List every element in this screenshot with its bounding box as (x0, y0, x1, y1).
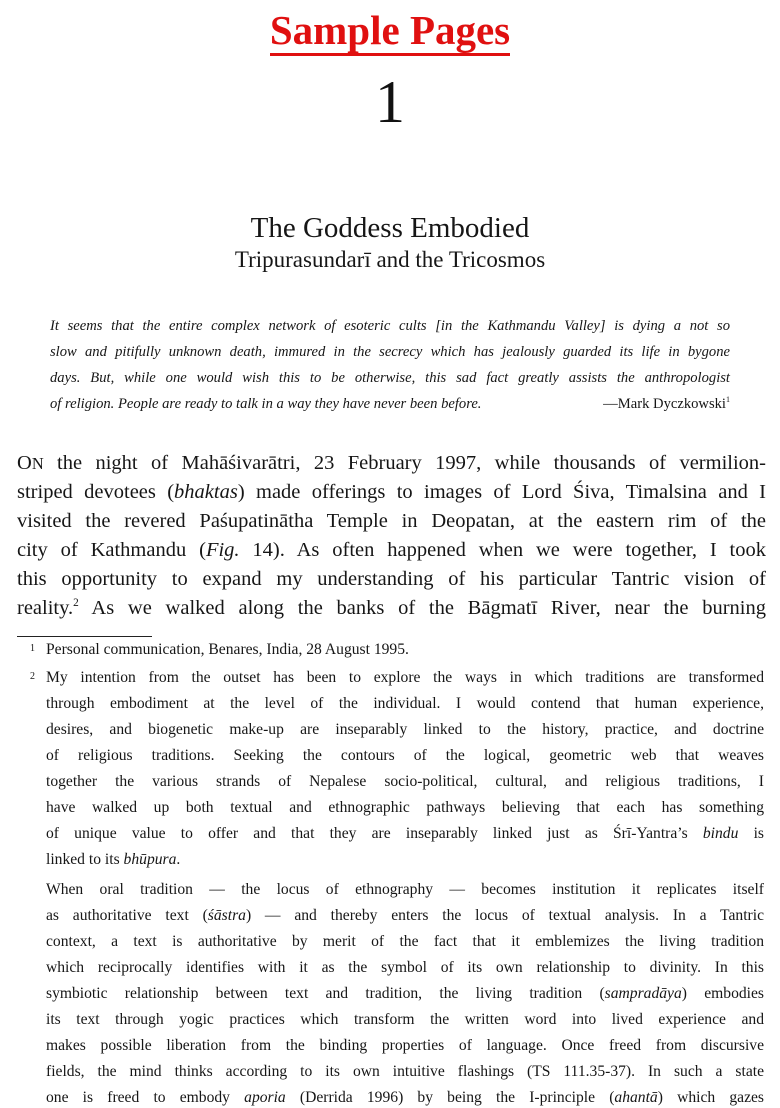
text-segment: fields, the mind thinks according to its own intuitive flashings (TS 111.35-37). In such a state (46, 1063, 764, 1080)
footnote-mark: 1 (30, 643, 35, 654)
text-line (46, 959, 764, 977)
text-line (46, 985, 764, 1003)
text-line (46, 825, 764, 843)
text-line (46, 851, 764, 869)
text-line (46, 641, 764, 659)
text-segment: ) made offerings to images of Lord Śiva, Timalsina and I (237, 481, 766, 503)
text-segment: its text through yogic practices which transform the written word into lived experience and (46, 1011, 764, 1028)
text-line (46, 1089, 764, 1107)
text-line (46, 1063, 764, 1081)
text-segment: ) which gazes (657, 1089, 764, 1106)
text-segment: symbiotic relationship between text and tradition, the living tradition ( (46, 985, 605, 1002)
text-segment: bindu (702, 825, 739, 842)
text-segment: makes possible liberation from the binding properties of language. Once freed from discursive (46, 1037, 764, 1054)
text-segment: As we walked along the banks of the Bāgmatī River, near the burning (78, 597, 766, 619)
text-segment: as authoritative text ( (46, 907, 208, 924)
text-segment: striped devotees ( (17, 481, 175, 503)
text-line (46, 799, 764, 817)
text-segment: one is freed to embody (46, 1089, 245, 1106)
text-segment: ) — and thereby enters the locus of textual analysis. In a Tantric (245, 907, 764, 924)
text-segment: . (176, 851, 181, 868)
footnote-mark: 2 (30, 671, 35, 682)
text-line (17, 452, 766, 475)
chapter-subtitle: Tripurasundarī and the Tricosmos (234, 247, 546, 272)
text-segment: which reciprocally identifies with it as the symbol of its own relationship to divinity. In this (46, 959, 764, 976)
text-segment: O (17, 452, 32, 474)
text-segment: aporia (244, 1089, 286, 1106)
text-line (50, 370, 730, 387)
text-segment: My intention from the outset has been to explore the ways in which traditions are transformed (46, 669, 764, 686)
text-segment: have walked up both textual and ethnographic pathways believing that each has something (46, 799, 764, 816)
text-segment: (Derrida 1996) by being the I-principle ( (285, 1089, 615, 1106)
footnote-reference: 1 (725, 395, 730, 405)
footnote-reference: 2 (73, 597, 79, 610)
text-segment: sampradāya (604, 985, 682, 1002)
sample-pages-banner (0, 6, 780, 54)
text-line (46, 747, 764, 765)
text-segment: visited the revered Paśupatinātha Temple in Deopatan, at the eastern rim of the (17, 510, 766, 532)
chapter-title: The Goddess Embodied (250, 212, 530, 244)
text-segment: days. But, while one would wish this to be otherwise, this sad fact greatly assists the anthropologist (50, 370, 730, 386)
text-segment: It seems that the entire complex network of esoteric cults [in the Kathmandu Valley] is dying a not so (50, 318, 730, 334)
text-line (50, 344, 730, 361)
text-line (46, 881, 764, 899)
text-segment: ) embodies (681, 985, 764, 1002)
epigraph-attribution (603, 396, 730, 413)
text-segment: When oral tradition — the locus of ethnography — becomes institution it replicates itself (46, 881, 764, 898)
text-line (17, 510, 766, 533)
text-segment: Fig. (205, 539, 240, 561)
text-segment: desires, and biogenetic make-up are inseparably linked to the history, practice, and doctrine (46, 721, 764, 738)
text-segment: linked to its (46, 851, 124, 868)
text-line (50, 318, 730, 335)
text-segment: slow and pitifully unknown death, immured in the secrecy which has jealously guarded its life in bygone (50, 344, 730, 360)
text-line (46, 1037, 764, 1055)
text-line (46, 907, 764, 925)
banner-text: Sample Pages (270, 7, 510, 56)
text-segment: of religious traditions. Seeking the contours of the logical, geometric web that weaves (46, 747, 764, 764)
footnote-divider (17, 636, 152, 637)
text-segment: the night of Mahāśivarātri, 23 February 1997, while thousands of vermilion- (43, 452, 766, 474)
text-segment: bhaktas (174, 481, 238, 503)
text-line (46, 669, 764, 687)
text-segment: śāstra (207, 907, 246, 924)
text-segment: of unique value to offer and that they are inseparably linked just as Śrī-Yantra’s (46, 825, 703, 842)
text-line (17, 597, 766, 620)
text-segment: ahantā (614, 1089, 658, 1106)
text-segment: bhūpura (123, 851, 177, 868)
text-segment: is (738, 825, 764, 842)
text-segment: Personal communication, Benares, India, 28 August 1995. (46, 641, 409, 658)
text-segment: together the various strands of Nepalese socio-political, cultural, and religious traditions, I (46, 773, 764, 790)
text-segment: context, a text is authoritative by merit of the fact that it emblemizes the living tradition (46, 933, 764, 950)
text-segment: through embodiment at the level of the individual. I would contend that human experience, (46, 695, 764, 712)
chapter-number: 1 (375, 69, 405, 135)
text-line (17, 539, 766, 562)
text-line (46, 695, 764, 713)
text-line (46, 773, 764, 791)
text-segment: reality. (17, 597, 74, 619)
text-line (46, 933, 764, 951)
text-segment: 14). As often happened when we were together, I took (239, 539, 766, 561)
text-segment: of religion. People are ready to talk in a way they have never been before. (50, 396, 482, 412)
attribution-name: —Mark Dyczkowski (603, 396, 726, 412)
text-segment: N (31, 454, 44, 473)
text-line (46, 721, 764, 739)
text-line (17, 481, 766, 504)
text-line (17, 568, 766, 591)
text-segment: city of Kathmandu ( (17, 539, 206, 561)
text-line (46, 1011, 764, 1029)
text-segment: this opportunity to expand my understanding of his particular Tantric vision of (17, 568, 766, 590)
